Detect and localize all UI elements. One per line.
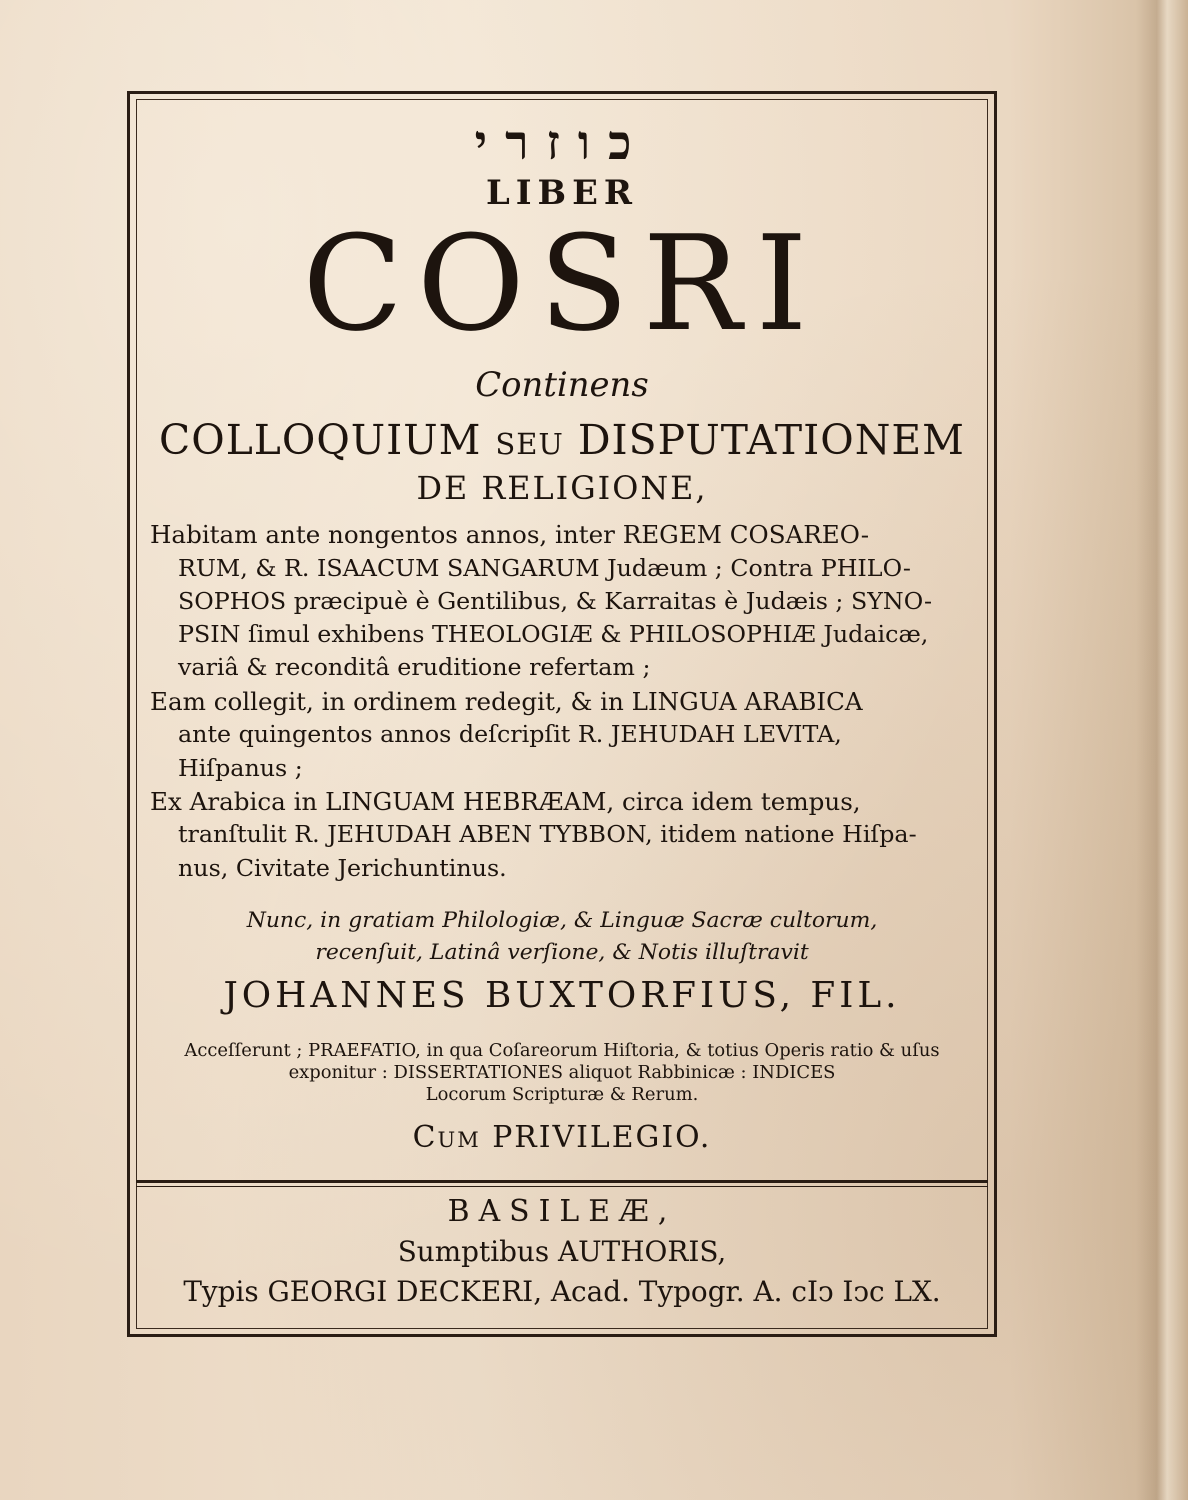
body-line: Hiſpanus ; [178,754,303,782]
body-line: PSIN ſimul exhibens THEOLOGIÆ & PHILOSOPHIÆ Judaicæ, [178,620,929,648]
body-line: Eam collegit, in ordinem redegit, & in LINGUA ARABICA [150,687,863,716]
nunc-line: recenſuit, Latinâ verſione, & Notis illuſtravit [315,940,809,965]
main-title: COSRI [302,207,822,360]
body-line: nus, Civitate Jerichuntinus. [178,854,507,882]
body-line: ante quingentos annos deſcripſit R. JEHUDAH LEVITA, [178,720,842,748]
hebrew-title: כוזרי [474,115,650,171]
imprint-divider-rule-thin [136,1186,988,1187]
imprint-place: BASILEÆ, [447,1194,677,1229]
nunc-line: Nunc, in gratiam Philologiæ, & Linguæ Sacræ cultorum, [246,908,878,933]
body-line: RUM, & R. ISAACUM SANGARUM Judæum ; Contra PHILO- [178,554,911,582]
imprint-divider-rule [136,1180,988,1183]
colloquium-heading: COLLOQUIUM seu DISPUTATIONEM [159,416,965,464]
privilege-line: Cum PRIVILEGIO. [412,1120,712,1155]
accesserunt-line: exponitur : DISSERTATIONES aliquot Rabbinicæ : INDICES [288,1062,836,1083]
liber-heading: LIBER [485,172,639,212]
accesserunt-line: Locorum Scripturæ & Rerum. [425,1084,699,1105]
body-line: Habitam ante nongentos annos, inter REGEM COSAREO- [150,520,870,549]
imprint-sumptibus: Sumptibus AUTHORIS, [397,1235,727,1268]
continens-subtitle: Continens [475,365,649,404]
imprint-printer: Typis GEORGI DECKERI, Acad. Typogr. A. cIↄ Iↄc LX. [183,1275,941,1308]
accesserunt-line: Acceſſerunt ; PRAEFATIO, in qua Coſareorum Hiſtoria, & totius Operis ratio & uſus [184,1040,940,1061]
body-line: Ex Arabica in LINGUAM HEBRÆAM, circa idem tempus, [150,787,861,816]
body-line: tranſtulit R. JEHUDAH ABEN TYBBON, itidem natione Hiſpa- [178,820,917,848]
de-religione-heading: DE RELIGIONE, [416,469,708,507]
author-name: JOHANNES BUXTORFIUS, FIL. [223,975,901,1016]
body-line: variâ & reconditâ eruditione refertam ; [178,653,651,681]
body-line: SOPHOS præcipuè è Gentilibus, & Karraitas è Judæis ; SYNO- [178,587,933,615]
page-edge-shadow [1136,0,1188,1500]
